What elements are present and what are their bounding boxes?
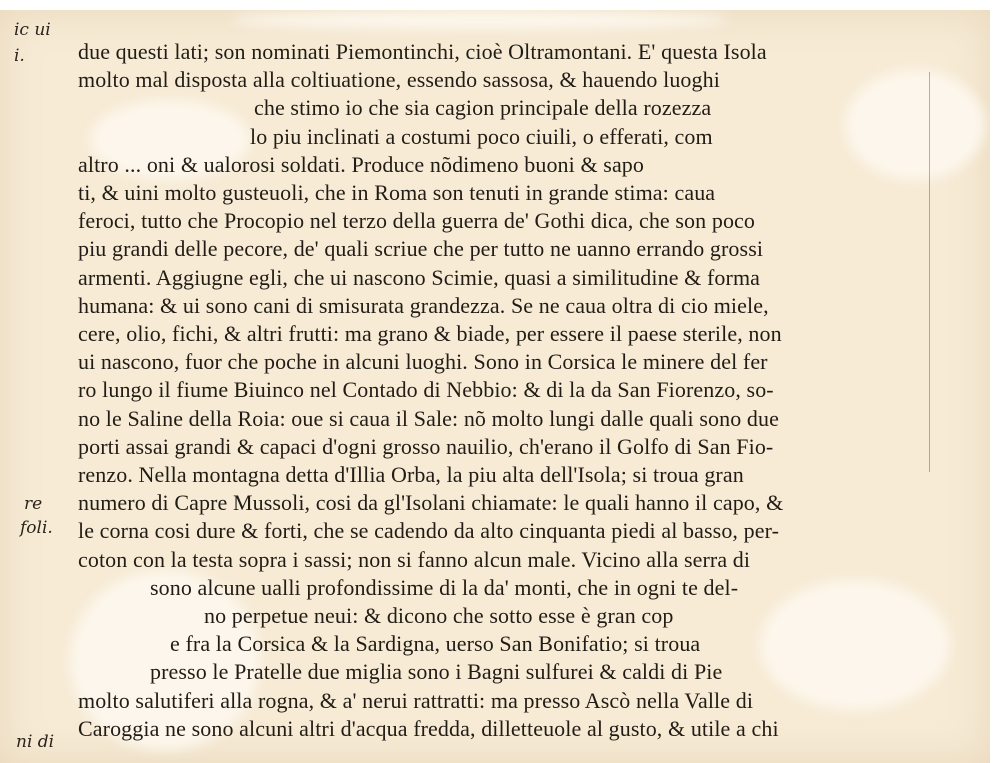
body-text: [78, 38, 938, 743]
text-line: ti, & uini molto gusteuoli, che in Roma son tenuti in grande stima: caua: [78, 180, 716, 206]
margin-note: re: [24, 494, 43, 514]
margin-note: i.: [14, 46, 25, 66]
text-line: porti assai grandi & capaci d'ogni grosso nauilio, ch'erano il Golfo di San Fio-: [78, 433, 774, 459]
text-line: presso le Pratelle due miglia sono i Bagni sulfurei & caldi di Pie: [150, 659, 723, 685]
text-line: no le Saline della Roia: oue si caua il Sale: nõ molto lungi dalle quali sono due: [78, 405, 779, 431]
text-line: molto salutiferi alla rogna, & a' nerui rattratti: ma presso Ascò nella Valle di: [78, 687, 754, 713]
paper-stain: [230, 10, 730, 30]
text-line: due questi lati; son nominati Piemontinchi, cioè Oltramontani. E' questa Isola: [78, 39, 767, 64]
text-line: feroci, tutto che Procopio nel terzo della guerra de' Gothi dica, che son poco: [78, 208, 756, 234]
scanned-page: [0, 10, 990, 763]
text-line: renzo. Nella montagna detta d'Illia Orba, la piu alta dell'Isola; si troua gran: [78, 462, 744, 488]
text-line: e fra la Corsica & la Sardigna, uerso San Bonifatio; si troua: [170, 631, 701, 657]
text-line: ui nascono, fuor che poche in alcuni luoghi. Sono in Corsica le minere del fer: [78, 349, 768, 375]
text-line: molto mal disposta alla coltiuatione, essendo sassosa, & hauendo luoghi: [78, 67, 720, 93]
text-line: sono alcune ualli profondissime di la da' monti, che in ogni te del-: [150, 574, 739, 600]
margin-note: foli.: [20, 518, 53, 538]
margin-note: ni di: [16, 732, 55, 752]
text-line: ro lungo il fiume Biuinco nel Contado di Nebbio: & di la da San Fiorenzo, so-: [78, 377, 774, 403]
text-line: che stimo io che sia cagion principale della rozezza: [254, 95, 712, 121]
text-line: altro ... oni & ualorosi soldati. Produce nõdimeno buoni & sapo: [78, 151, 645, 177]
margin-note: ic ui: [14, 20, 51, 40]
text-line: cere, olio, fichi, & altri frutti: ma grano & biade, per essere il paese sterile, non: [78, 321, 782, 347]
text-line: coton con la testa sopra i sassi; non si fanno alcun male. Vicino alla serra di: [78, 546, 751, 572]
text-line: Caroggia ne sono alcuni altri d'acqua fredda, dilletteuole al gusto, & utile a chi: [78, 715, 779, 741]
text-line: piu grandi delle pecore, de' quali scriue che per tutto ne uanno errando grossi: [78, 236, 764, 262]
text-line: lo piu inclinati a costumi poco ciuili, o efferati, com: [250, 123, 713, 149]
text-line: no perpetue neui: & dicono che sotto esse è gran cop: [204, 603, 674, 629]
text-line: humana: & ui sono cani di smisurata grandezza. Se ne caua oltra di cio miele,: [78, 292, 769, 318]
text-line: numero di Capre Mussoli, cosi da gl'Isolani chiamate: le quali hanno il capo, &: [78, 490, 784, 516]
text-line: armenti. Aggiugne egli, che ui nascono Scimie, quasi a similitudine & forma: [78, 264, 761, 290]
text-line: le corna cosi dure & forti, che se cadendo da alto cinquanta piedi al basso, per-: [78, 518, 780, 544]
